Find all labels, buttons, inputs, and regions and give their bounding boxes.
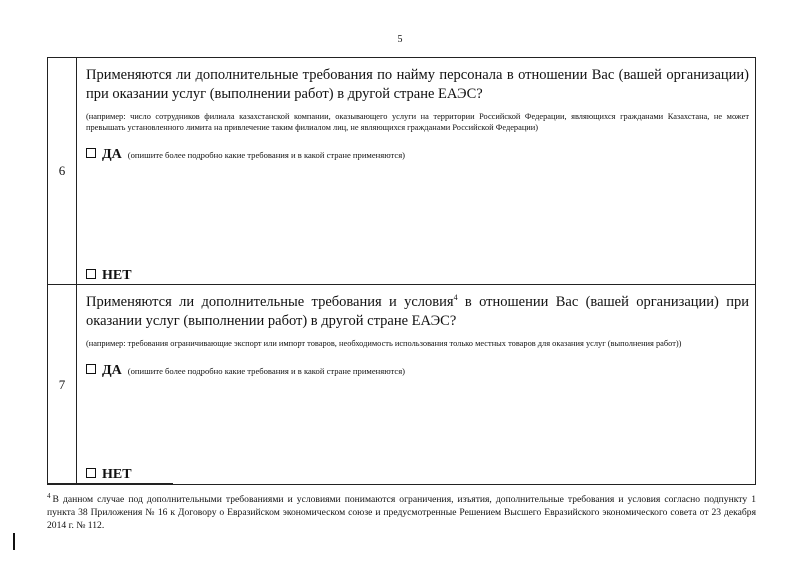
footnote-separator [47, 483, 173, 484]
question-row [48, 58, 756, 285]
yes-hint: (опишите более подробно какие требования и в какой стране применяются) [127, 366, 406, 376]
question-text-tail: в отношении Вас (вашей организации) при оказании услуг (выполнении работ) в другой стране ЕАЭС? [86, 294, 749, 329]
row-number: 7 [48, 285, 77, 485]
question-cell [77, 58, 756, 285]
scan-edge-mark [13, 533, 15, 550]
no-checkbox[interactable] [86, 468, 96, 478]
row-number: 6 [48, 58, 77, 285]
no-label: НЕТ [102, 467, 132, 482]
questionnaire-table [47, 57, 756, 485]
no-label: НЕТ [102, 268, 132, 283]
yes-checkbox[interactable] [86, 148, 96, 158]
footnote-reference: 4 [453, 293, 458, 303]
no-checkbox[interactable] [86, 269, 96, 279]
yes-hint: (опишите более подробно какие требования и в какой стране применяются) [127, 150, 406, 160]
no-option[interactable] [86, 467, 132, 483]
yes-option[interactable] [86, 147, 749, 163]
yes-label: ДА [102, 147, 122, 162]
question-row [48, 285, 756, 485]
question-example-note: (например: число сотрудников филиала казахстанской компании, оказывающего услуги на территории Российской Федерации, являющихся гражданами Казахстана, не может превышать установленного лимита на привлечение таким филиалом лиц, не являющихся гражданами Российской Федерации) [86, 112, 749, 132]
yes-option[interactable] [86, 363, 749, 379]
question-text [86, 293, 749, 331]
footnote [47, 493, 756, 532]
question-text: Применяются ли дополнительные требования по найму персонала в отношении Вас (вашей организации) при оказании услуг (выполнении работ) в другой стране ЕАЭС? [86, 67, 749, 102]
yes-checkbox[interactable] [86, 364, 96, 374]
no-option[interactable] [86, 268, 132, 284]
question-text-main: Применяются ли дополнительные требования и условия [86, 294, 454, 310]
footnote-mark: 4 [47, 491, 51, 500]
footnote-text: В данном случае под дополнительными требованиями и условиями понимаются ограничения, изъятия, дополнительные требования и условия согласно подпункту 1 пункта 38 Приложения № 16 к Договору о Евразийском экономическом союзе и предусмотренные Решением Высшего Евразийского экономического совета от 23 декабря 2014 г. № 112. [47, 494, 756, 531]
yes-label: ДА [102, 363, 122, 378]
question-cell [77, 285, 756, 485]
question-example-note: (например: требования ограничивающие экспорт или импорт товаров, необходимость использования только местных товаров для оказания услуг (выполнения работ)) [86, 339, 682, 348]
page-number: 5 [397, 34, 403, 45]
